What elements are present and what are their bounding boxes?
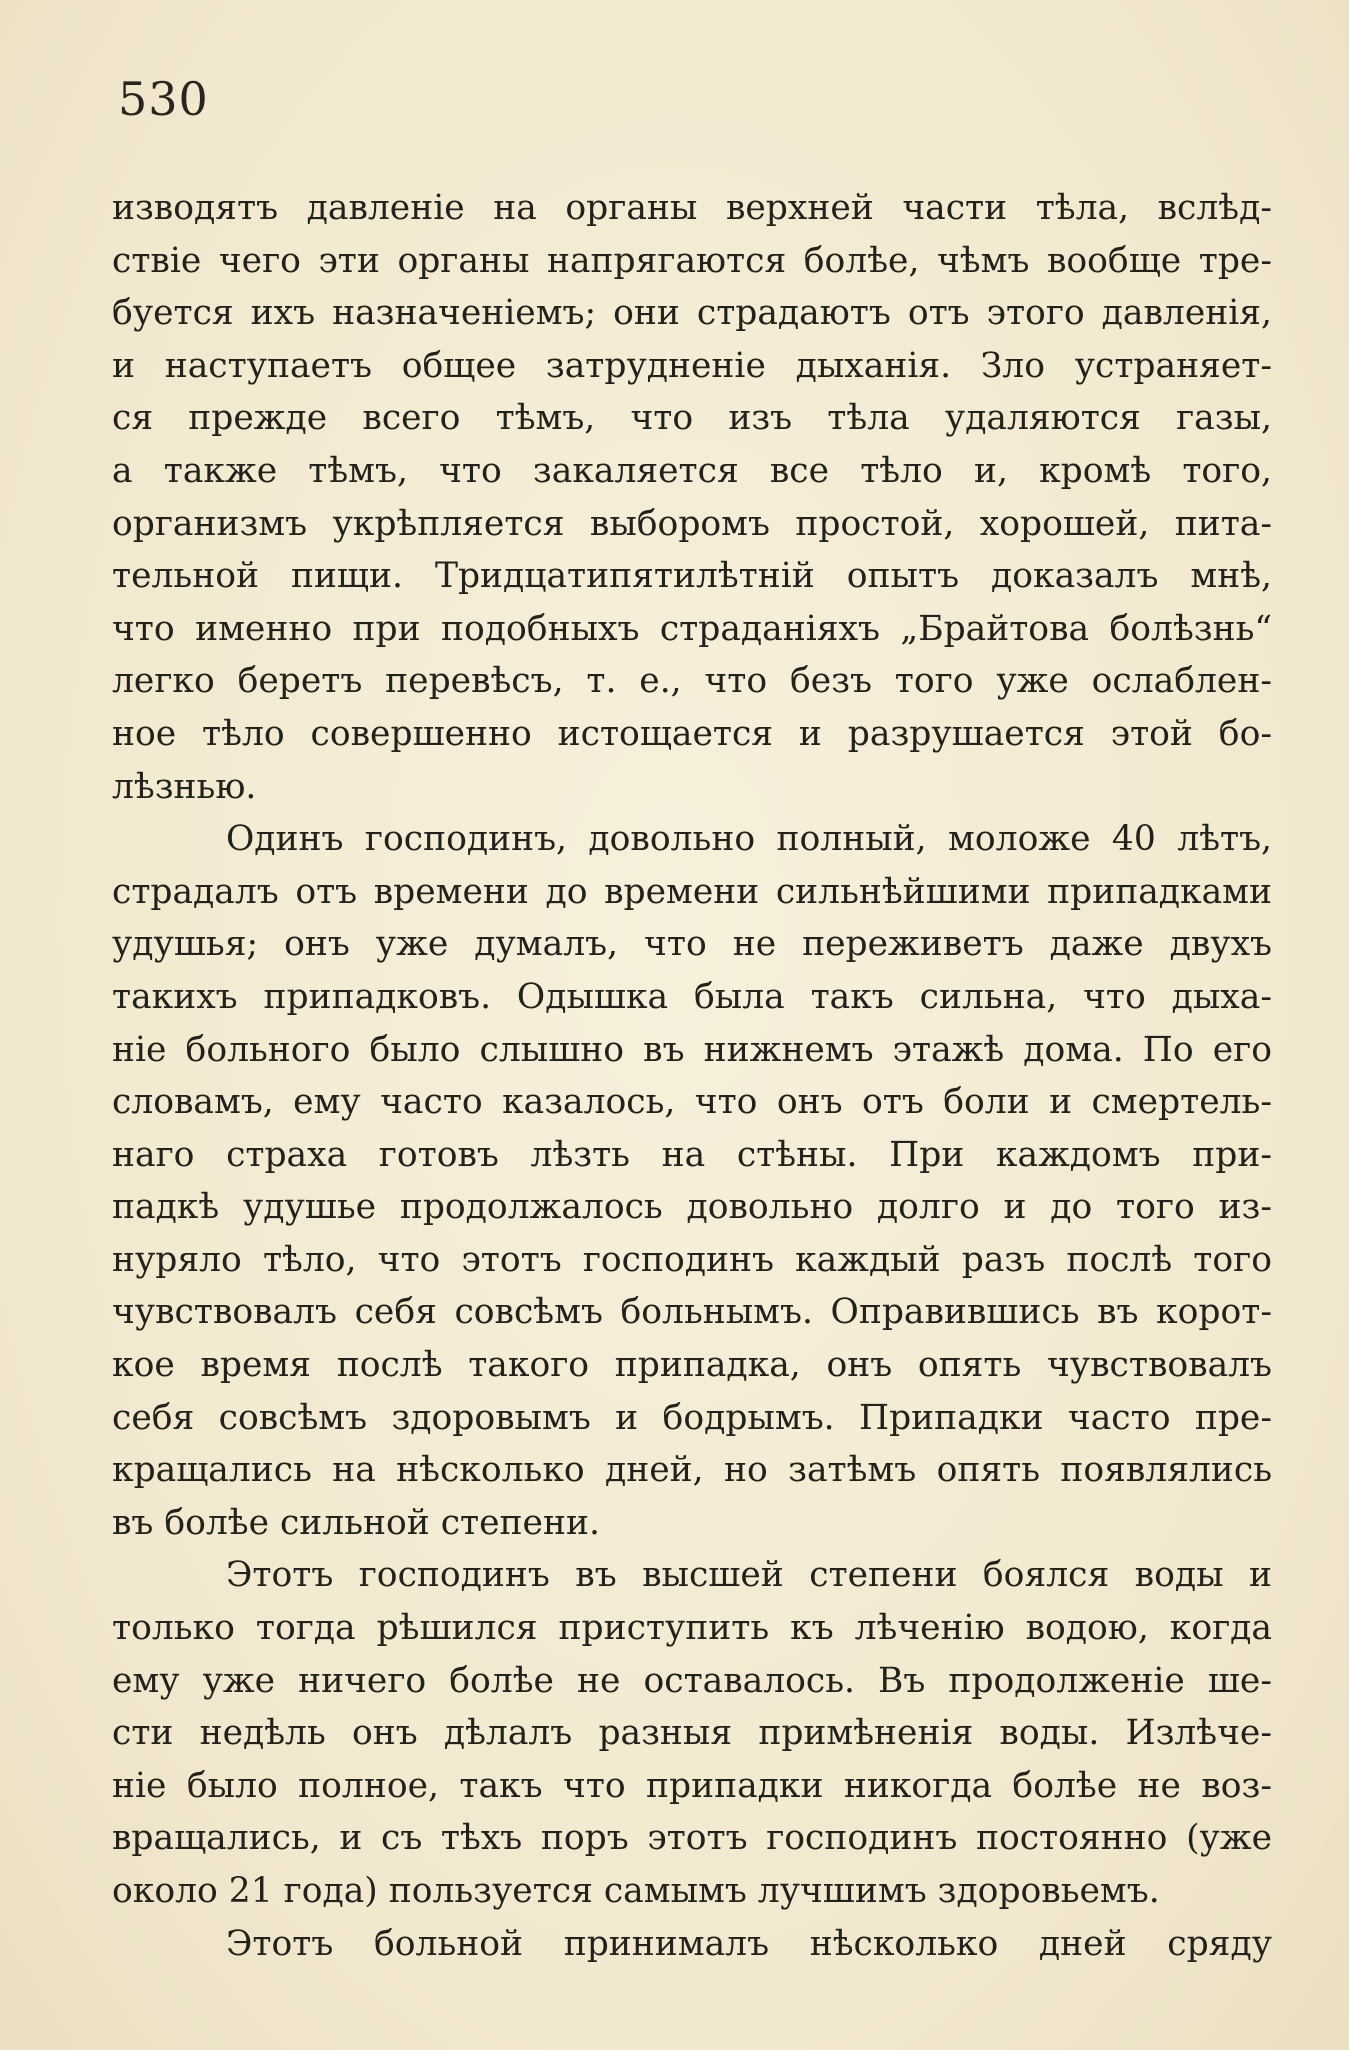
text-line: лѣзнью. bbox=[112, 766, 257, 807]
text-line: кое время послѣ такого припадка, онъ опять чувствовалъ bbox=[112, 1345, 1272, 1386]
page-number: 530 bbox=[118, 72, 209, 126]
text-line: такихъ припадковъ. Одышка была такъ сильна, что дыха- bbox=[112, 976, 1272, 1017]
text-line: около 21 года) пользуется самымъ лучшимъ здоровьемъ. bbox=[112, 1871, 1160, 1911]
text-line: а также тѣмъ, что закаляется все тѣло и, кромѣ того, bbox=[112, 450, 1272, 491]
text-line: чувствовалъ себя совсѣмъ больнымъ. Оправившись въ корот- bbox=[112, 1292, 1272, 1333]
text-line: въ болѣе сильной степени. bbox=[112, 1502, 600, 1543]
text-line: словамъ, ему часто казалось, что онъ отъ боли и смертель- bbox=[112, 1082, 1272, 1123]
text-line: наго страха готовъ лѣзть на стѣны. При каждомъ при- bbox=[112, 1134, 1272, 1175]
text-line: себя совсѣмъ здоровымъ и бодрымъ. Припадки часто пре- bbox=[112, 1397, 1272, 1438]
text-line: страдалъ отъ времени до времени сильнѣйшими припадками bbox=[112, 871, 1272, 912]
text-line: ніе было полное, такъ что припадки никогда болѣе не воз- bbox=[112, 1765, 1272, 1806]
text-line: удушья; онъ уже думалъ, что не переживетъ даже двухъ bbox=[112, 924, 1272, 965]
text-line: только тогда рѣшился приступить къ лѣченію водою, когда bbox=[112, 1608, 1272, 1649]
text-line: изводятъ давленіе на органы верхней части тѣла, вслѣд- bbox=[112, 188, 1272, 228]
text-line: и наступаетъ общее затрудненіе дыханія. Зло устраняет- bbox=[112, 345, 1272, 386]
text-line: Этотъ больной принималъ нѣсколько дней сряду bbox=[226, 1923, 1272, 1964]
text-line: кращались на нѣсколько дней, но затѣмъ опять появлялись bbox=[112, 1450, 1272, 1491]
text-line: ное тѣло совершенно истощается и разрушается этой бо- bbox=[112, 713, 1272, 754]
text-line: падкѣ удушье продолжалось довольно долго и до того из- bbox=[112, 1187, 1272, 1228]
text-line: Этотъ господинъ въ высшей степени боялся воды и bbox=[226, 1555, 1272, 1596]
text-line: буется ихъ назначеніемъ; они страдаютъ отъ этого давленія, bbox=[112, 293, 1272, 334]
text-line: ствіе чего эти органы напрягаются болѣе, чѣмъ вообще тре- bbox=[112, 240, 1272, 281]
text-line: тельной пищи. Тридцатипятилѣтній опытъ доказалъ мнѣ, bbox=[112, 556, 1272, 597]
text-line: вращались, и съ тѣхъ поръ этотъ господинъ постоянно (уже bbox=[112, 1818, 1272, 1859]
text-line: легко беретъ перевѣсъ, т. е., что безъ того уже ослаблен- bbox=[112, 661, 1272, 702]
text-line: ніе больного было слышно въ нижнемъ этажѣ дома. По его bbox=[112, 1029, 1272, 1070]
body-text bbox=[112, 182, 1272, 1970]
text-line: организмъ укрѣпляется выборомъ простой, хорошей, пита- bbox=[112, 503, 1272, 544]
text-line: ся прежде всего тѣмъ, что изъ тѣла удаляются газы, bbox=[112, 398, 1272, 439]
text-line: что именно при подобныхъ страданіяхъ „Брайтова болѣзнь“ bbox=[112, 608, 1272, 649]
text-line: нуряло тѣло, что этотъ господинъ каждый разъ послѣ того bbox=[112, 1239, 1272, 1280]
text-line: ему уже ничего болѣе не оставалось. Въ продолженіе ше- bbox=[112, 1660, 1272, 1701]
text-line: Одинъ господинъ, довольно полный, моложе 40 лѣтъ, bbox=[226, 819, 1272, 860]
text-line: сти недѣль онъ дѣлалъ разныя примѣненія воды. Излѣче- bbox=[112, 1713, 1272, 1754]
